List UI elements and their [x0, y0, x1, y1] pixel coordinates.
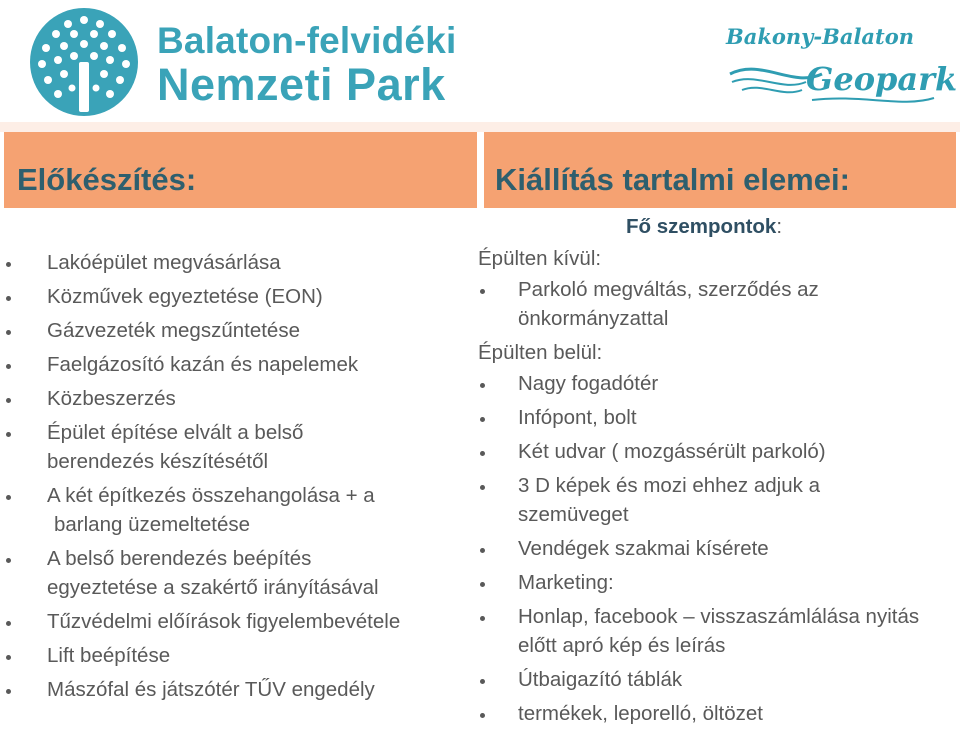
geopark-title-line2: Geopark [806, 60, 958, 98]
list-item: Mászófal és játszótér TŰV engedély [0, 675, 476, 704]
outside-label: Épülten kívül: [478, 247, 602, 270]
list-item: Honlap, facebook – visszaszámlálása nyitás előtt apró kép és leírás [478, 602, 938, 660]
org-title-line2: Nemzeti Park [157, 59, 446, 110]
list-item: 3 D képek és mozi ehhez adjuk a szemüveget [478, 471, 888, 529]
list-item: Közbeszerzés [0, 384, 476, 413]
geopark-title-line1: Bakony-Balaton [726, 24, 915, 49]
list-item: Infópont, bolt [478, 403, 958, 432]
right-header [484, 132, 956, 208]
list-item: A belső berendezés beépítés egyeztetése a szakértő irányításával [0, 544, 476, 602]
list-item: Két udvar ( mozgássérült parkoló) [478, 437, 958, 466]
inside-label: Épülten belül: [478, 341, 603, 364]
inside-list [478, 369, 958, 728]
left-header [4, 132, 477, 208]
outside-list [478, 275, 958, 333]
list-item: Épület építése elvált a belső berendezés készítésétől [0, 418, 387, 476]
left-title: Előkészítés: [17, 162, 197, 197]
right-column [478, 212, 958, 733]
org-title [157, 20, 457, 110]
list-item: Parkoló megváltás, szerződés az önkormányzattal [478, 275, 878, 333]
org-title-line1: Balaton-felvidéki [157, 20, 457, 61]
list-item: Lakóépület megvásárlása [0, 248, 476, 277]
list-item: Útbaigazító táblák [478, 665, 958, 694]
list-item: Nagy fogadótér [478, 369, 958, 398]
right-title: Kiállítás tartalmi elemei: [495, 162, 850, 197]
list-item: Közművek egyeztetése (EON) [0, 282, 476, 311]
header-band-top [0, 122, 960, 132]
list-item: A két építkezés összehangolása + a barlang üzemeltetése [0, 481, 476, 539]
left-bullet-list [0, 248, 476, 709]
list-item: Tűzvédelmi előírások figyelembevétele [0, 607, 476, 636]
list-item: Faelgázosító kazán és napelemek [0, 350, 476, 379]
subtitle: Fő szempontok: [626, 215, 783, 238]
list-item: Gázvezeték megszűntetése [0, 316, 476, 345]
list-item: termékek, leporelló, öltözet [478, 699, 958, 728]
list-item: Lift beépítése [0, 641, 476, 670]
list-item: Vendégek szakmai kísérete [478, 534, 958, 563]
list-item: Marketing: [478, 568, 958, 597]
national-park-logo [24, 6, 144, 118]
